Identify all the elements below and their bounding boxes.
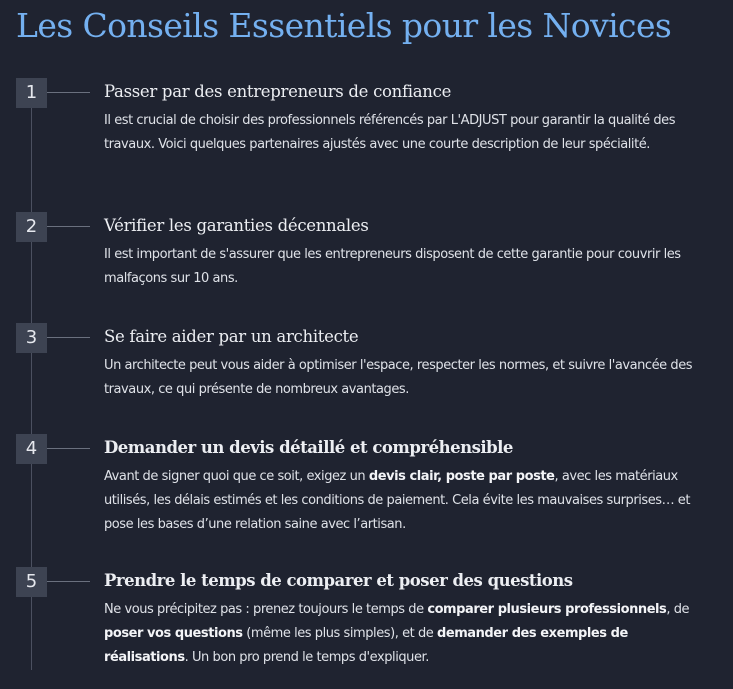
description-text: . Un bon pro prend le temps d'expliquer. [184,650,429,665]
step-number-badge: 2 [16,212,47,242]
step-number-badge: 1 [16,78,47,108]
description-text: Il est important de s'assurer que les entrepreneurs disposent de cette garantie pour couvrir les malfaçons sur 10 ans. [104,247,681,286]
emphasis-text: comparer plusieurs professionnels [427,602,667,617]
step-number-badge: 4 [16,434,47,464]
step-title: Prendre le temps de comparer et poser des questions [104,571,573,590]
step-connector [47,226,90,227]
step-number-badge: 3 [16,323,47,353]
emphasis-text: poser vos questions [104,626,243,641]
description-text: Ne vous précipitez pas : prenez toujours le temps de [104,602,428,617]
step-connector [47,581,90,582]
step-number-badge: 5 [16,567,47,597]
description-text: (même les plus simples), et de [242,626,437,641]
description-text: Il est crucial de choisir des professionnels référencés par L'ADJUST pour garantir la qualité des travaux. Voici quelques partenaires ajustés avec une courte description de leur spécialité. [104,113,676,152]
step-title: Vérifier les garanties décennales [104,216,369,235]
step-description [104,465,709,537]
step-description [104,354,709,402]
emphasis-text: devis clair, poste par poste [368,469,555,484]
step-description [104,598,709,670]
description-text: , de [666,602,690,617]
emphasis-text: demander des exemples de réalisations [104,626,628,665]
step-description [104,243,709,291]
description-text: , avec les matériaux utilisés, les délais estimés et les conditions de paiement. Cela évite les mauvaises surprises… et pose les bases d’une relation saine avec l’artisan. [104,469,691,532]
step-connector [47,92,90,93]
page-title: Les Conseils Essentiels pour les Novices [16,6,672,45]
step-title: Demander un devis détaillé et compréhensible [104,438,513,457]
step-title: Se faire aider par un architecte [104,327,359,346]
step-title: Passer par des entrepreneurs de confiance [104,82,452,101]
step-description [104,109,709,157]
step-connector [47,448,90,449]
description-text: Avant de signer quoi que ce soit, exigez un [104,469,369,484]
step-connector [47,337,90,338]
description-text: Un architecte peut vous aider à optimiser l'espace, respecter les normes, et suivre l'avancée des travaux, ce qui présente de nombreux avantages. [104,358,693,397]
